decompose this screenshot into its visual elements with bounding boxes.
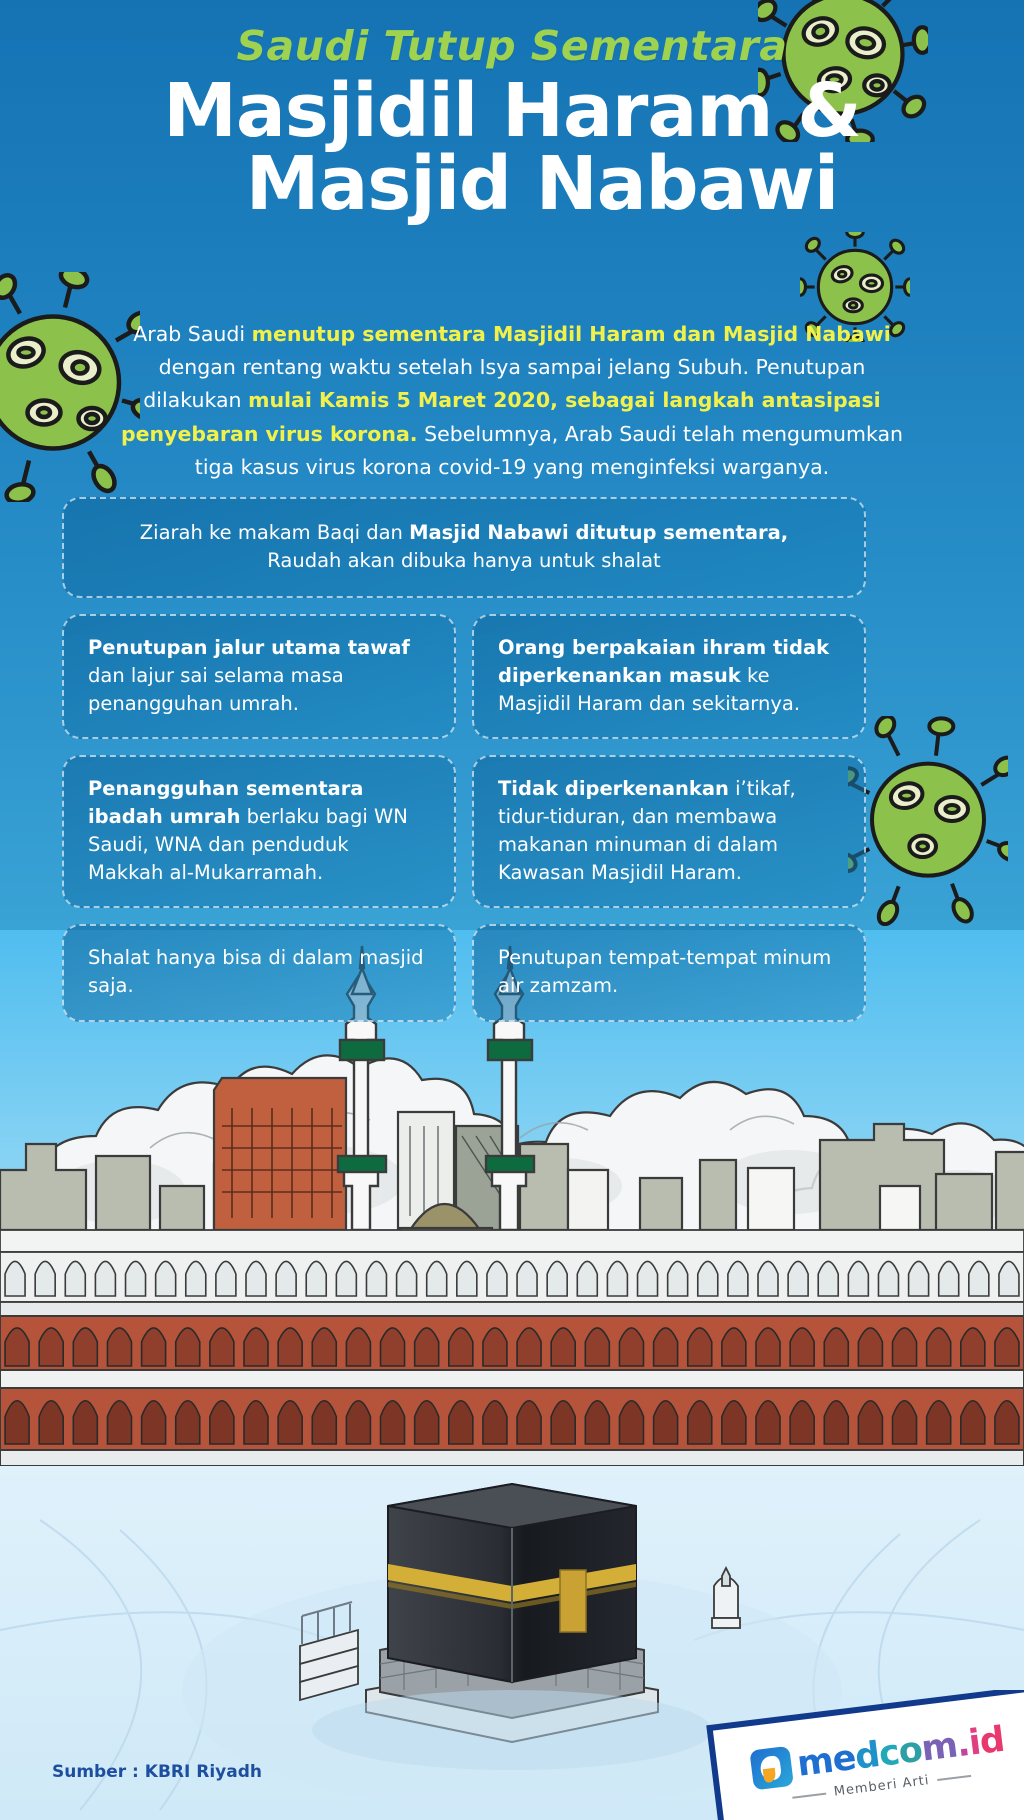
intro-segment-1: menutup sementara Masjidil Haram dan Masjid Nabawi xyxy=(251,322,891,346)
arch-icon xyxy=(449,1401,473,1444)
arch-icon xyxy=(824,1328,848,1366)
arch-icon xyxy=(312,1401,336,1444)
arch-icon xyxy=(927,1328,951,1366)
logo-letter: m xyxy=(919,1725,960,1770)
arch-icon xyxy=(457,1261,477,1296)
arch-icon xyxy=(276,1261,296,1296)
mecca-scene-svg xyxy=(0,930,1024,1820)
intro-paragraph xyxy=(120,318,904,484)
intro-segment-4: Sebelumnya, Arab Saudi telah mengumumkan tiga kasus virus korona covid-19 yang menginfeksi warganya. xyxy=(194,421,904,479)
arch-icon xyxy=(638,1261,658,1296)
arch-icon xyxy=(415,1328,439,1366)
arch-icon xyxy=(756,1328,780,1366)
arch-icon xyxy=(381,1401,405,1444)
arch-icon xyxy=(547,1261,567,1296)
arch-icon xyxy=(65,1261,85,1296)
arch-icon xyxy=(244,1328,268,1366)
arch-icon xyxy=(336,1261,356,1296)
arch-icon xyxy=(788,1261,808,1296)
fact-card xyxy=(472,755,866,908)
arch-icon xyxy=(995,1401,1019,1444)
arch-icon xyxy=(824,1401,848,1444)
banner-line-1 xyxy=(140,521,788,544)
arch-icon xyxy=(927,1401,951,1444)
fact-card xyxy=(472,924,866,1021)
arch-icon xyxy=(306,1261,326,1296)
intro-segment-0: Arab Saudi xyxy=(133,322,252,346)
arch-icon xyxy=(5,1328,29,1366)
arch-icon xyxy=(483,1401,507,1444)
arch-icon xyxy=(969,1261,989,1296)
arch-icon xyxy=(790,1401,814,1444)
fact-card-text: dan lajur sai selama masa penangguhan umrah. xyxy=(88,664,344,715)
arch-icon xyxy=(722,1328,746,1366)
arch-icon xyxy=(142,1328,166,1366)
arch-icon xyxy=(939,1261,959,1296)
arch-icon xyxy=(668,1261,688,1296)
virus-icon xyxy=(0,272,140,502)
arch-icon xyxy=(995,1328,1019,1366)
arch-icon xyxy=(688,1328,712,1366)
arch-icon xyxy=(312,1328,336,1366)
arch-icon xyxy=(5,1261,25,1296)
banner-bold: Masjid Nabawi ditutup sementara, xyxy=(409,521,789,544)
arch-icon xyxy=(366,1261,386,1296)
banner-plain: Ziarah ke makam Baqi dan xyxy=(139,521,410,544)
arch-icon xyxy=(909,1261,929,1296)
logo-letter: o xyxy=(896,1729,925,1772)
logo-tagline: Memberi Arti xyxy=(833,1773,931,1800)
arch-icon xyxy=(688,1401,712,1444)
arch-icon xyxy=(858,1328,882,1366)
arch-icon xyxy=(244,1401,268,1444)
arch-icon xyxy=(551,1401,575,1444)
page-title-line-2: Masjid Nabawi xyxy=(245,141,839,228)
arch-icon xyxy=(246,1261,266,1296)
arch-icon xyxy=(619,1401,643,1444)
arch-icon xyxy=(210,1401,234,1444)
arch-icon xyxy=(126,1261,146,1296)
fact-card-text: berlaku bagi WN Saudi, WNA dan penduduk Makkah al-Mukarramah. xyxy=(88,805,408,884)
fact-card-text: i’tikaf, tidur-tiduran, dan membawa makanan minuman di dalam Kawasan Masjidil Haram. xyxy=(498,777,796,884)
mecca-illustration xyxy=(0,930,1024,1820)
arch-icon xyxy=(483,1328,507,1366)
arch-icon xyxy=(756,1401,780,1444)
arch-icon xyxy=(107,1328,131,1366)
arch-icon xyxy=(577,1261,597,1296)
arch-icon xyxy=(186,1261,206,1296)
logo-letter: e xyxy=(830,1737,858,1780)
arch-icon xyxy=(585,1401,609,1444)
logo-letter: i xyxy=(966,1722,983,1764)
fact-card-bold: Tidak diperkenankan xyxy=(498,777,729,801)
logo-letter: . xyxy=(954,1723,972,1765)
arch-icon xyxy=(758,1261,778,1296)
arch-icon xyxy=(607,1261,627,1296)
arch-icon xyxy=(142,1401,166,1444)
mosque-colonnade xyxy=(0,1230,1024,1316)
arch-icon xyxy=(107,1401,131,1444)
arch-icon xyxy=(176,1328,200,1366)
fact-card-bold: Orang berpakaian ihram tidak diperkenankan masuk xyxy=(498,636,830,688)
arch-icon xyxy=(5,1401,29,1444)
arch-icon xyxy=(73,1401,97,1444)
bird-mark-icon xyxy=(749,1746,794,1791)
arch-icon xyxy=(893,1328,917,1366)
logo-letter: m xyxy=(795,1740,836,1785)
arch-icon xyxy=(346,1401,370,1444)
poster-header xyxy=(0,22,1024,228)
arch-icon xyxy=(619,1328,643,1366)
source-credit: Sumber : KBRI Riyadh xyxy=(52,1762,262,1782)
tagline-rule-left xyxy=(792,1792,826,1798)
arch-icon xyxy=(381,1328,405,1366)
arch-icon xyxy=(278,1328,302,1366)
arch-icon xyxy=(654,1401,678,1444)
arch-icon xyxy=(415,1401,439,1444)
fact-card xyxy=(62,755,456,908)
arch-icon xyxy=(176,1401,200,1444)
arch-icon xyxy=(999,1261,1019,1296)
arch-icon xyxy=(878,1261,898,1296)
arch-icon xyxy=(961,1401,985,1444)
fact-card-text: Shalat hanya bisa di dalam masjid saja. xyxy=(88,946,424,997)
facts-card-list xyxy=(62,497,866,1022)
fact-card-bold: Penutupan jalur utama tawaf xyxy=(88,636,410,660)
arch-icon xyxy=(278,1401,302,1444)
arch-icon xyxy=(893,1401,917,1444)
tagline-rule-right xyxy=(937,1774,971,1780)
arch-icon xyxy=(961,1328,985,1366)
kicker-text: Saudi Tutup Sementara xyxy=(236,22,788,70)
arch-icon xyxy=(585,1328,609,1366)
banner-card xyxy=(62,497,866,598)
fact-card xyxy=(62,614,456,739)
arch-icon xyxy=(39,1328,63,1366)
fact-card xyxy=(472,614,866,739)
fact-card-text: ke Masjidil Haram dan sekitarnya. xyxy=(498,664,801,715)
arch-icon xyxy=(517,1261,537,1296)
arch-icon xyxy=(790,1328,814,1366)
logo-letter: d xyxy=(977,1719,1007,1762)
arch-icon xyxy=(73,1328,97,1366)
virus-icon xyxy=(848,716,1008,926)
arch-icon xyxy=(487,1261,507,1296)
arch-icon xyxy=(728,1261,748,1296)
arch-icon xyxy=(848,1261,868,1296)
arch-icon xyxy=(449,1328,473,1366)
logo-letter: d xyxy=(852,1734,882,1778)
arch-icon xyxy=(39,1401,63,1444)
arch-icon xyxy=(517,1328,541,1366)
arch-icon xyxy=(216,1261,236,1296)
arch-icon xyxy=(35,1261,55,1296)
arch-icon xyxy=(858,1401,882,1444)
arch-icon xyxy=(722,1401,746,1444)
arch-icon xyxy=(427,1261,447,1296)
arch-icon xyxy=(95,1261,115,1296)
arch-icon xyxy=(346,1328,370,1366)
logo-letter: c xyxy=(876,1732,902,1775)
page-title-line-1: Masjidil Haram & xyxy=(163,68,861,154)
fact-card xyxy=(62,924,456,1021)
arch-icon xyxy=(397,1261,417,1296)
arch-icon xyxy=(156,1261,176,1296)
arch-icon xyxy=(818,1261,838,1296)
fact-card-text: Penutupan tempat-tempat minum air zamzam. xyxy=(498,946,832,997)
arch-icon xyxy=(551,1328,575,1366)
intro-segment-2: dengan rentang waktu setelah Isya sampai jelang Subuh. Penutupan dilakukan xyxy=(143,355,866,413)
banner-line-2: Raudah akan dibuka hanya untuk shalat xyxy=(267,548,661,572)
intro-segment-3: mulai Kamis 5 Maret 2020, sebagai langkah antasipasi penyebaran virus korona. xyxy=(120,388,881,446)
arch-icon xyxy=(698,1261,718,1296)
card-grid xyxy=(62,614,866,1021)
fact-card-bold: Penangguhan sementara ibadah umrah xyxy=(88,777,364,829)
arch-icon xyxy=(517,1401,541,1444)
arch-icon xyxy=(210,1328,234,1366)
arch-icon xyxy=(654,1328,678,1366)
